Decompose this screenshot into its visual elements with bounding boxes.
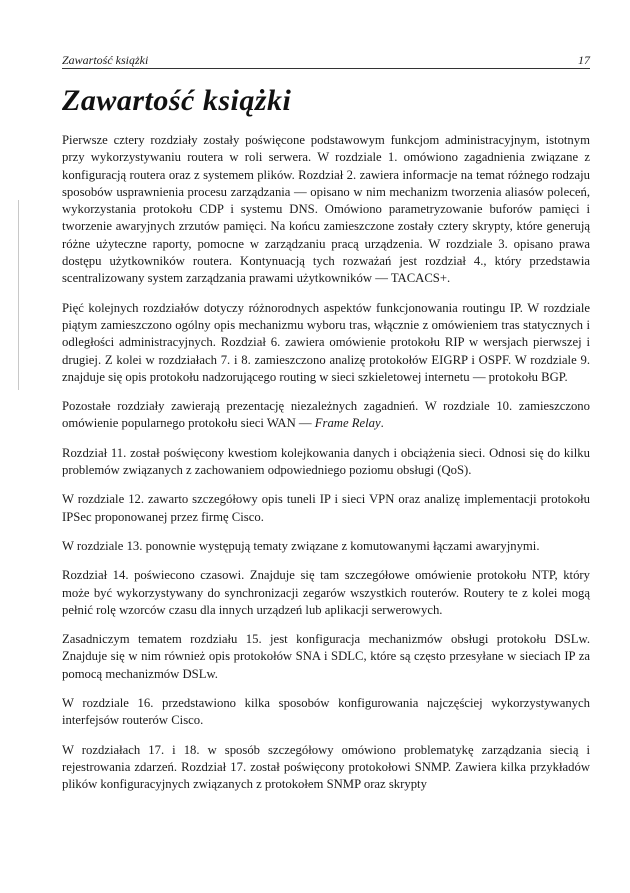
body-text — [62, 132, 590, 794]
chapter-heading: Zawartość książki — [62, 84, 292, 117]
paragraph: Rozdział 11. został poświęcony kwestiom kolejkowania danych i obciążenia sieci. Odnosi się do kilku problemów związanych z zachowaniem odpowiedniego poziomu obsługi (QoS). — [62, 445, 590, 478]
paragraph: W rozdziale 12. zawarto szczegółowy opis tuneli IP i sieci VPN oraz analizę implementacji protokołu IPSec proponowanej przez firmę Cisco. — [62, 492, 590, 524]
paragraph: Zasadniczym tematem rozdziału 15. jest konfiguracja mechanizmów obsługi protokołu DSLw. Znajduje się w nim również opis protokołów SNA i SDLC, które są często przesyłane w sieciach IP za pomocą mechanizmów DSLw. — [62, 632, 590, 681]
paragraph: W rozdziale 13. ponownie występują tematy związane z komutowanymi łączami awaryjnymi. — [62, 538, 540, 553]
paragraph — [62, 398, 590, 433]
paragraph: Rozdział 14. poświecono czasowi. Znajduje się tam szczegółowe omówienie protokołu NTP, który może być wykorzystywany do synchronizacji zegarów wszystkich routerów. Routery te z kolei mogą pełnić rolę wzorców czasu dla innych urządzeń lub aplikacji serwerowych. — [62, 568, 590, 617]
paragraph: Pięć kolejnych rozdziałów dotyczy różnorodnych aspektów funkcjonowania routingu IP. W rozdziale piątym zamieszczono ogólny opis mechanizmu wyboru tras, włącznie z omówieniem tras statycznych i odległości administracyjnych. Rozdział 6. zawiera omówienie protokołu RIP w wersjach pierwszej i drugiej. Z kolei w rozdziałach 7. i 8. zamieszczono analizę protokołów EIGRP i OSPF. W rozdziale 9. znajduje się opis protokołu nadzorującego routing w sieci szkieletowej internetu — protokołu BGP. — [62, 300, 590, 384]
paragraph: W rozdziałach 17. i 18. w sposób szczegółowy omówiono problematykę zarządzania siecią i rejestrowania zdarzeń. Rozdział 17. został poświęcony protokołowi SNMP. Zawiera kilka przykładów plików konfiguracyjnych związanych z protokołem SNMP oraz skrypty — [62, 742, 590, 792]
paragraph-text-end: . — [380, 416, 384, 431]
running-header-title: Zawartość książki — [62, 53, 149, 67]
paragraph: W rozdziale 16. przedstawiono kilka sposobów konfigurowania najczęściej wykorzystywanych interfejsów routerów Cisco. — [62, 696, 590, 728]
header-rule — [62, 68, 590, 69]
paragraph-text: Pozostałe rozdziały zawierają prezentację niezależnych zagadnień. W rozdziale 10. zamieszczono omówienie popularnego protokołu sieci WAN — — [62, 399, 590, 431]
paragraph: Pierwsze cztery rozdziały zostały poświęcone podstawowym funkcjom administracyjnym, istotnym przy wykorzystywaniu routera w roli serwera. W rozdziale 1. omówiono zagadnienia związane z konfiguracją routera oraz z systemem plików. Rozdział 2. zawiera informacje na temat różnego rodzaju sposobów usprawnienia procesu zarządzania — opisano w nim mechanizm tworzenia aliasów poleceń, wykorzystania protokołu CDP i systemu DNS. Omówiono parametryzowanie buforów pamięci i tworzenie awaryjnych zrzutów pamięci. Na końcu zamieszczone zostały cztery skrypty, które generują różne użyteczne raporty, pomocne w zarządzaniu pracą urządzenia. W rozdziale 3. opisano prawa dostępu użytkowników routera. Kontynuacją tych rozważań jest rozdział 4., który przedstawia scentralizowany system zarządzania prawami użytkowników — TACACS+. — [62, 133, 590, 286]
page-number: 17 — [578, 53, 590, 67]
emphasis-frame-relay: Frame Relay — [314, 416, 381, 431]
scan-margin-artifact — [18, 200, 19, 390]
